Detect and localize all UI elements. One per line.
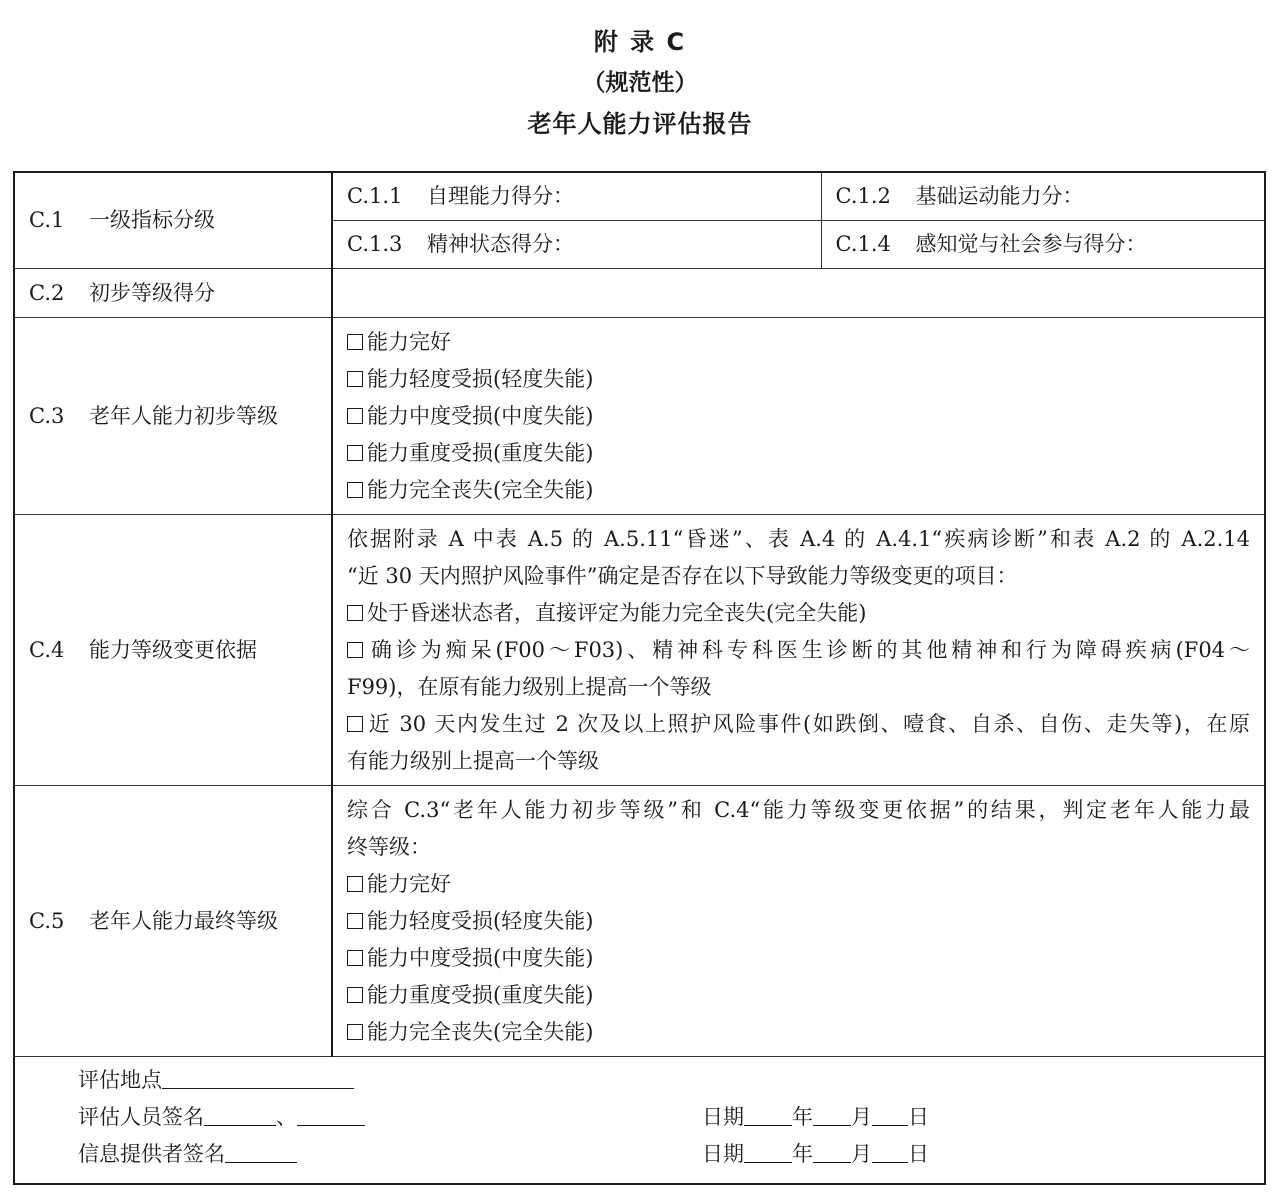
checkbox-icon[interactable] (347, 371, 363, 387)
checkbox-icon[interactable] (347, 445, 363, 461)
assessor-line (78, 1102, 365, 1132)
c5-content-cell (332, 786, 1265, 1057)
c2-code: C.2 (29, 280, 65, 305)
c5-label-cell (14, 786, 332, 1057)
checkbox-icon[interactable] (347, 1024, 363, 1040)
c1-code: C.1 (29, 208, 65, 232)
c4-intro-line: 依据附录 A 中表 A.5 的 A.5.11“昏迷”、表 A.4 的 A.4.1“疾病诊断”和表 A.2 的 A.2.14 (347, 526, 1250, 551)
checkbox-icon[interactable] (347, 334, 363, 350)
c4-option-dementia[interactable]: 确诊为痴呆(F00～F03)、精神科专科医生诊断的其他精神和行为障碍疾病(F04～ (347, 632, 1250, 669)
c5-option[interactable]: 能力重度受损(重度失能) (347, 977, 1250, 1014)
location-line (78, 1065, 354, 1095)
c1-1-label: 自理能力得分： (427, 184, 574, 208)
day-field[interactable] (872, 1103, 908, 1126)
checkbox-icon[interactable] (347, 408, 363, 424)
c4-option-dementia-cont: F99)，在原有能力级别上提高一个等级 (347, 674, 712, 699)
c4-label-cell (14, 515, 332, 786)
c3-option[interactable]: 能力完好 (347, 324, 1250, 361)
checkbox-icon[interactable] (347, 913, 363, 929)
row-c3 (14, 318, 1265, 515)
c1-2-code: C.1.2 (835, 184, 891, 208)
c5-code: C.5 (29, 908, 65, 933)
c3-option[interactable]: 能力中度受损(中度失能) (347, 398, 1250, 435)
informant-line (78, 1139, 297, 1169)
informant-signature[interactable] (225, 1140, 297, 1163)
checkbox-icon[interactable] (347, 987, 363, 1003)
date-label: 日期 (702, 1142, 744, 1166)
c1-4-cell[interactable] (821, 221, 1265, 269)
checkbox-icon[interactable] (347, 642, 363, 658)
appendix-title: 附 录 C (593, 28, 687, 56)
checkbox-icon[interactable] (347, 950, 363, 966)
c1-4-label: 感知觉与社会参与得分： (915, 232, 1147, 256)
c1-1-code: C.1.1 (347, 184, 403, 208)
c1-label: 一级指标分级 (89, 208, 215, 232)
year-field[interactable] (744, 1140, 792, 1163)
c1-1-cell[interactable] (332, 172, 821, 221)
c4-option-risk-events[interactable]: 近 30 天内发生过 2 次及以上照护风险事件(如跌倒、噎食、自杀、自伤、走失等)，在原 (347, 706, 1250, 743)
assessor-signature-1[interactable] (204, 1103, 276, 1126)
c1-3-cell[interactable] (332, 221, 821, 269)
assessor-label: 评估人员签名 (78, 1105, 204, 1129)
report-title: 老年人能力评估报告 (527, 110, 753, 138)
c2-label: 初步等级得分 (89, 280, 215, 305)
row-c5 (14, 786, 1265, 1057)
c5-label: 老年人能力最终等级 (89, 908, 278, 933)
c1-3-label: 精神状态得分： (427, 232, 574, 256)
c3-label: 老年人能力初步等级 (89, 403, 278, 428)
month-field[interactable] (813, 1103, 851, 1126)
month-field[interactable] (813, 1140, 851, 1163)
checkbox-icon[interactable] (347, 716, 363, 732)
c3-options-cell (332, 318, 1265, 515)
date-label: 日期 (702, 1105, 744, 1129)
c4-label: 能力等级变更依据 (89, 637, 257, 662)
year-field[interactable] (744, 1103, 792, 1126)
row-c1 (14, 172, 1265, 221)
row-c4 (14, 515, 1265, 786)
date-line-2: 日期 年 月 日 (702, 1142, 929, 1166)
assessment-report-table (13, 171, 1266, 1185)
appendix-subtitle: （规范性） (582, 70, 698, 96)
assessor-signature-2[interactable] (297, 1103, 365, 1126)
c1-2-cell[interactable] (821, 172, 1265, 221)
c4-option-coma[interactable]: 处于昏迷状态者，直接评定为能力完全丧失(完全失能) (347, 595, 1250, 632)
row-signatures (14, 1057, 1265, 1184)
c4-code: C.4 (29, 637, 65, 662)
c2-label-cell (14, 269, 332, 318)
row-c2 (14, 269, 1265, 318)
c1-4-code: C.1.4 (835, 232, 891, 256)
c4-intro-line: “近 30 天内照护风险事件”确定是否存在以下导致能力等级变更的项目： (347, 563, 1018, 588)
c3-option[interactable]: 能力轻度受损(轻度失能) (347, 361, 1250, 398)
informant-label: 信息提供者签名 (78, 1142, 225, 1166)
c1-label-cell (14, 172, 332, 269)
checkbox-icon[interactable] (347, 605, 363, 621)
checkbox-icon[interactable] (347, 482, 363, 498)
c5-option[interactable]: 能力轻度受损(轻度失能) (347, 903, 1250, 940)
signature-cell (14, 1057, 1265, 1184)
c5-option[interactable]: 能力完好 (347, 866, 1250, 903)
c3-option[interactable]: 能力完全丧失(完全失能) (347, 472, 1250, 509)
checkbox-icon[interactable] (347, 876, 363, 892)
c1-3-code: C.1.3 (347, 232, 403, 256)
day-field[interactable] (872, 1140, 908, 1163)
date-line-1: 日期 年 月 日 (702, 1105, 929, 1129)
separator: 、 (276, 1105, 297, 1129)
c4-option-risk-events-cont: 有能力级别上提高一个等级 (347, 748, 599, 773)
c4-content-cell (332, 515, 1265, 786)
c3-label-cell (14, 318, 332, 515)
c5-option[interactable]: 能力完全丧失(完全失能) (347, 1014, 1250, 1051)
c2-value-cell[interactable] (332, 269, 1265, 318)
c5-intro-line: 终等级： (347, 834, 431, 859)
location-label: 评估地点 (78, 1068, 162, 1092)
location-field[interactable] (162, 1066, 354, 1089)
c3-option[interactable]: 能力重度受损(重度失能) (347, 435, 1250, 472)
c1-2-label: 基础运动能力分： (915, 184, 1084, 208)
c3-code: C.3 (29, 403, 65, 428)
c5-option[interactable]: 能力中度受损(中度失能) (347, 940, 1250, 977)
c5-intro-line: 综合 C.3“老年人能力初步等级”和 C.4“能力等级变更依据”的结果，判定老年人能力最 (347, 797, 1250, 822)
